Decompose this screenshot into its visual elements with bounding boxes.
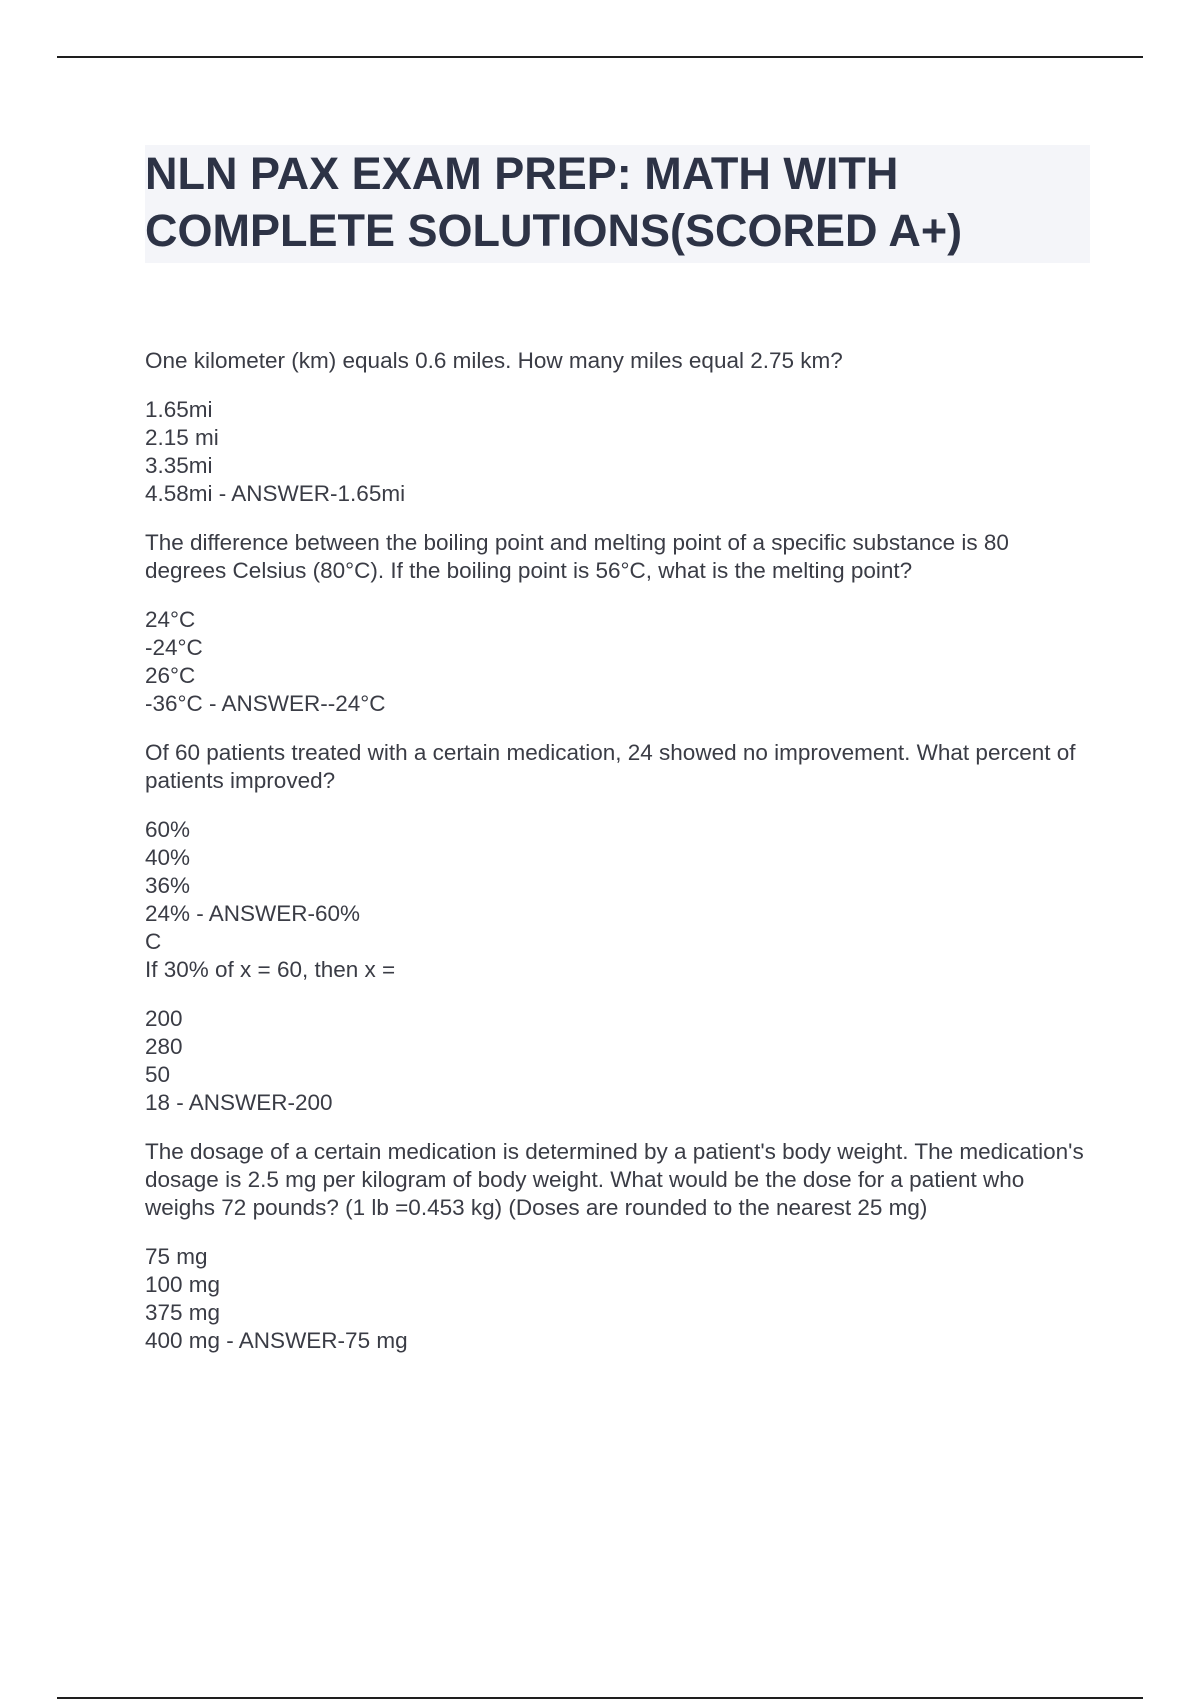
answer-options [145,606,1090,718]
question-block [145,739,1090,984]
option: 60% [145,817,191,842]
option-with-answer: 24% - ANSWER-60% [145,901,361,926]
option: 50 [145,1062,171,1087]
option: 280 [145,1034,183,1059]
question-block [145,529,1090,718]
option: 36% [145,873,191,898]
question-text: The difference between the boiling point and melting point of a specific substance is 80 degrees Celsius (80°C). If the boiling point is 56°C, what is the melting point? [145,530,1009,583]
question-text: The dosage of a certain medication is determined by a patient's body weight. The medication's dosage is 2.5 mg per kilogram of body weight. What would be the dose for a patient who weighs 72 pounds? (1 lb =0.453 kg) (Doses are rounded to the nearest 25 mg) [145,1139,1084,1220]
option: 100 mg [145,1272,221,1297]
question-text: One kilometer (km) equals 0.6 miles. How many miles equal 2.75 km? [145,348,843,373]
answer-options [145,1243,1090,1355]
question-block [145,1005,1090,1117]
question-block [145,1138,1090,1355]
option: 3.35mi [145,453,213,478]
option: -24°C [145,635,203,660]
trailing-line: C [145,929,162,954]
option-with-answer: 4.58mi - ANSWER-1.65mi [145,481,406,506]
option-with-answer: -36°C - ANSWER--24°C [145,691,386,716]
answer-options [145,1005,1090,1117]
option: 1.65mi [145,397,213,422]
option: 24°C [145,607,196,632]
question-text: Of 60 patients treated with a certain medication, 24 showed no improvement. What percent of patients improved? [145,740,1076,793]
question-list [145,347,1090,1355]
answer-options [145,816,1090,984]
question-block [145,347,1090,508]
option-with-answer: 18 - ANSWER-200 [145,1090,333,1115]
option: 75 mg [145,1244,208,1269]
option: 200 [145,1006,183,1031]
option: 375 mg [145,1300,221,1325]
option-with-answer: 400 mg - ANSWER-75 mg [145,1328,408,1353]
option: 26°C [145,663,196,688]
question-text: If 30% of x = 60, then x = [145,957,396,982]
document-title: NLN PAX EXAM PREP: MATH WITH COMPLETE SOLUTIONS(SCORED A+) [145,145,1090,263]
bottom-rule [57,1697,1143,1699]
answer-options [145,396,1090,508]
document-body [145,145,1090,1376]
option: 40% [145,845,191,870]
option: 2.15 mi [145,425,219,450]
top-rule [57,56,1143,58]
